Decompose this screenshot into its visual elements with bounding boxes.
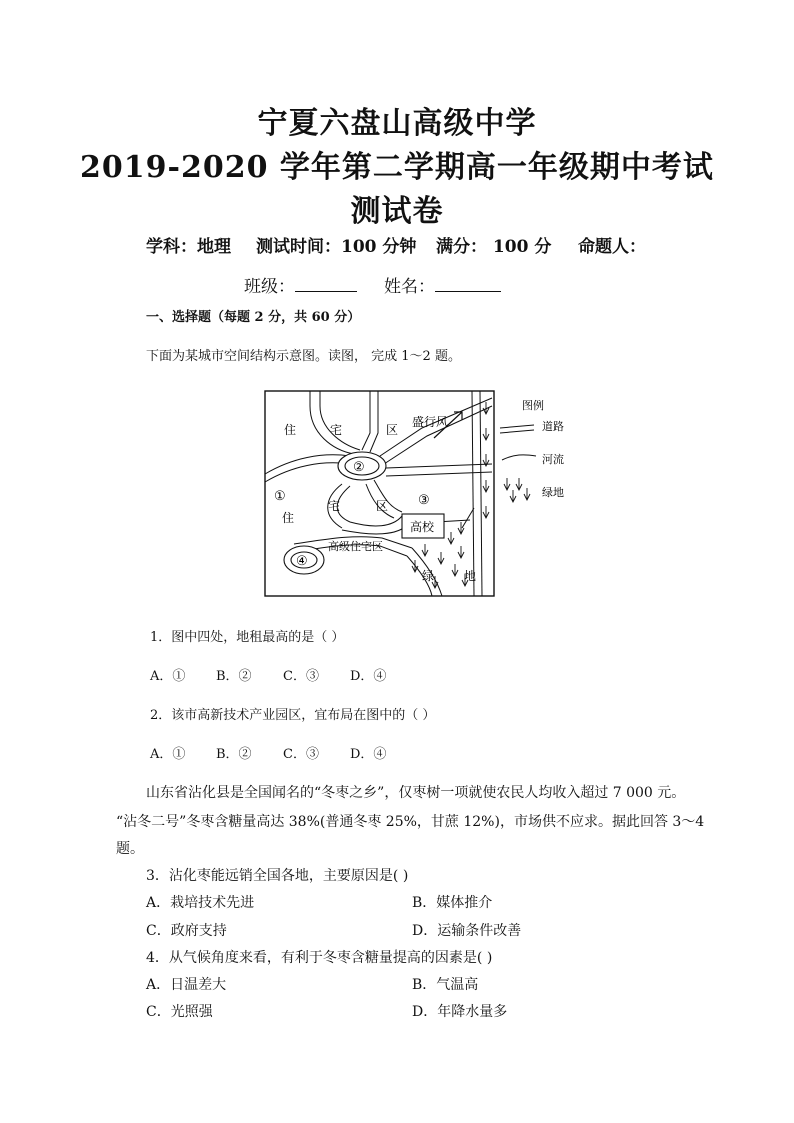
q2-option-b[interactable]: B．② bbox=[216, 747, 252, 762]
class-blank[interactable] bbox=[295, 290, 357, 292]
map-label-zhai-2: 宅 bbox=[328, 499, 341, 513]
time-label: 测试时间：100 分钟 bbox=[256, 237, 417, 257]
name-blank[interactable] bbox=[435, 290, 501, 292]
name-field[interactable] bbox=[384, 272, 501, 297]
map-label-zhu-1: 住 bbox=[284, 423, 297, 437]
legend-green-label: 绿地 bbox=[542, 486, 564, 499]
map-label-zhai-1: 宅 bbox=[330, 423, 343, 437]
q4-option-c[interactable]: C．光照强 bbox=[146, 1004, 213, 1020]
legend-road-line2 bbox=[500, 430, 534, 433]
legend-road-label: 道路 bbox=[542, 420, 564, 433]
q1-option-c[interactable]: C．③ bbox=[283, 669, 319, 684]
q2-option-a[interactable]: A．① bbox=[150, 747, 186, 762]
map-label-wind: 盛行风 bbox=[412, 415, 449, 429]
section-title: 一、选择题（每题 2 分，共 60 分） bbox=[146, 310, 361, 325]
legend-title: 图例 bbox=[522, 399, 544, 412]
legend-river-line bbox=[502, 455, 536, 460]
q4-option-d[interactable]: D．年降水量多 bbox=[412, 1004, 508, 1020]
map-label-hi-res: 高级住宅区 bbox=[328, 540, 383, 553]
q1-option-a[interactable]: A．① bbox=[150, 669, 186, 684]
map-label-di: 地 bbox=[464, 569, 477, 583]
map-label-c3: ③ bbox=[418, 493, 430, 508]
map-label-c2: ② bbox=[353, 460, 365, 475]
q1-option-d[interactable]: D．④ bbox=[350, 669, 387, 684]
class-field[interactable] bbox=[244, 272, 357, 297]
passage-line-1: 山东省沾化县是全国闻名的“冬枣之乡”，仅枣树一项就使农民人均收入超过 7 000 元。 bbox=[146, 785, 686, 801]
subject-label: 学科：地理 bbox=[146, 237, 231, 257]
legend-road-line1 bbox=[500, 425, 534, 428]
section-intro: 下面为某城市空间结构示意图。读图， 完成 1～2 题。 bbox=[146, 349, 461, 364]
q3-option-b[interactable]: B．媒体推介 bbox=[412, 895, 493, 911]
question-1-stem: 1．图中四处，地租最高的是（ ） bbox=[150, 630, 345, 645]
question-3-stem: 3．沾化枣能远销全国各地，主要原因是( ) bbox=[146, 868, 409, 884]
map-label-school: 高校 bbox=[410, 520, 435, 534]
question-2-stem: 2．该市高新技术产业园区，宜布局在图中的（ ） bbox=[150, 708, 436, 723]
map-label-qu-1: 区 bbox=[386, 423, 399, 437]
q4-option-a[interactable]: A．日温差大 bbox=[146, 977, 227, 993]
map-label-zhu-2: 住 bbox=[282, 511, 295, 525]
legend-river-label: 河流 bbox=[542, 453, 564, 466]
class-label: 班级： bbox=[244, 277, 295, 297]
passage-line-2: “沾冬二号”冬枣含糖量高达 38%(普通冬枣 25%，甘蔗 12%)，市场供不应求。据此回答 3～4 bbox=[116, 814, 705, 830]
term-title: 2019-2020 学年第二学期高一年级期中考试 bbox=[80, 150, 714, 185]
q3-option-d[interactable]: D．运输条件改善 bbox=[412, 923, 522, 939]
q2-option-d[interactable]: D．④ bbox=[350, 747, 387, 762]
q3-option-c[interactable]: C．政府支持 bbox=[146, 923, 227, 939]
score-label: 满分： 100 分 bbox=[436, 237, 552, 257]
q3-option-a[interactable]: A．栽培技术先进 bbox=[146, 895, 255, 911]
q4-option-b[interactable]: B．气温高 bbox=[412, 977, 479, 993]
map-label-c1: ① bbox=[274, 489, 286, 504]
school-title: 宁夏六盘山高级中学 bbox=[257, 106, 537, 141]
q1-option-b[interactable]: B．② bbox=[216, 669, 252, 684]
map-label-c4: ④ bbox=[296, 554, 308, 569]
map-label-qu-2: 区 bbox=[376, 499, 389, 513]
legend-green-symbol bbox=[504, 478, 530, 502]
question-4-stem: 4．从气候角度来看，有利于冬枣含糖量提高的因素是( ) bbox=[146, 950, 493, 966]
doc-type-title: 测试卷 bbox=[350, 194, 444, 229]
map-label-lv: 绿 bbox=[422, 569, 435, 583]
city-structure-map bbox=[262, 388, 582, 600]
author-label: 命题人： bbox=[578, 237, 646, 257]
name-label: 姓名： bbox=[384, 277, 435, 297]
green-strip bbox=[483, 402, 489, 518]
passage-line-3: 题。 bbox=[116, 841, 144, 857]
q2-option-c[interactable]: C．③ bbox=[283, 747, 319, 762]
